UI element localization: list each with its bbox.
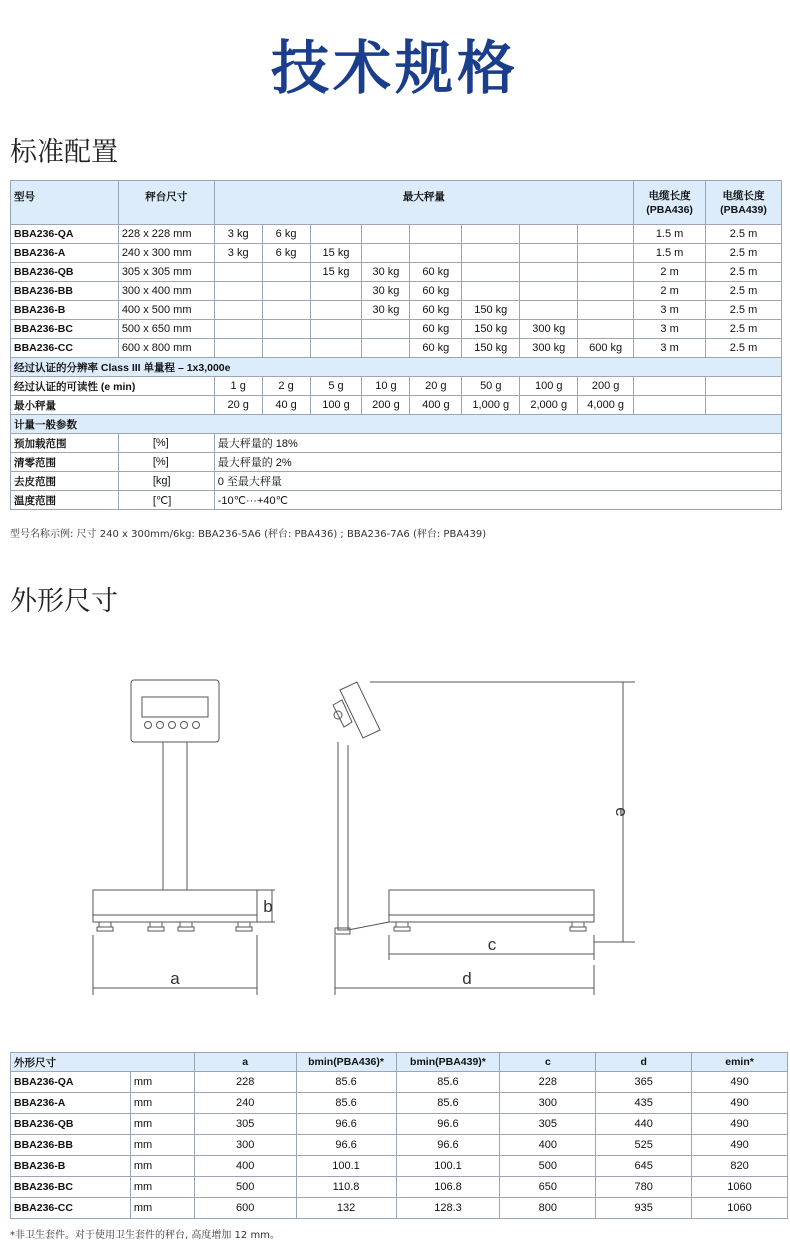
dims-rows	[11, 1072, 788, 1219]
dim-label-e: e	[612, 807, 631, 817]
cable-pba439-cell: 2.5 m	[706, 263, 782, 282]
capacity-cell	[578, 225, 634, 244]
dim-label-c: c	[487, 935, 497, 954]
readability-row-label: 经过认证的可读性 (e min)	[11, 377, 215, 396]
general-param-label: 清零范围	[11, 453, 119, 472]
dims-value-cell: 435	[596, 1093, 692, 1114]
dims-value-cell: 800	[500, 1198, 596, 1219]
capacity-cell	[214, 263, 262, 282]
section-title-dimensions: 外形尺寸	[10, 586, 118, 617]
dims-value-cell: 300	[194, 1135, 296, 1156]
general-param-unit: [%]	[118, 434, 214, 453]
min-load-row-value: 1,000 g	[462, 396, 520, 415]
dims-header-model: 外形尺寸	[11, 1053, 195, 1072]
dims-value-cell: 132	[296, 1198, 396, 1219]
capacity-cell: 150 kg	[462, 339, 520, 358]
model-cell: BBA236-B	[11, 301, 119, 320]
capacity-cell	[262, 339, 310, 358]
general-param-label: 温度范围	[11, 491, 119, 510]
dims-value-cell: 100.1	[396, 1156, 500, 1177]
dims-unit-cell: mm	[130, 1198, 194, 1219]
dims-header-c: c	[500, 1053, 596, 1072]
dims-value-cell: 300	[500, 1093, 596, 1114]
cable-pba436-cell: 3 m	[634, 339, 706, 358]
capacity-cell: 30 kg	[362, 282, 410, 301]
dims-value-cell: 780	[596, 1177, 692, 1198]
header-cable-pba436: 电缆长度 (PBA436)	[634, 181, 706, 225]
cable-pba439-cell: 2.5 m	[706, 339, 782, 358]
dims-value-cell: 85.6	[396, 1093, 500, 1114]
dims-value-cell: 96.6	[396, 1114, 500, 1135]
general-param-value: 最大秤量的 2%	[214, 453, 781, 472]
dims-value-cell: 500	[500, 1156, 596, 1177]
capacity-cell: 30 kg	[362, 263, 410, 282]
capacity-cell: 300 kg	[520, 339, 578, 358]
capacity-cell: 60 kg	[410, 282, 462, 301]
header-model: 型号	[11, 181, 119, 225]
capacity-cell	[362, 339, 410, 358]
dims-value-cell: 440	[596, 1114, 692, 1135]
platform-cell: 500 x 650 mm	[118, 320, 214, 339]
capacity-cell: 6 kg	[262, 225, 310, 244]
capacity-cell	[578, 244, 634, 263]
page-title: 技术规格	[270, 34, 519, 102]
spec-row	[11, 301, 782, 320]
cable-pba436-cell: 3 m	[634, 320, 706, 339]
capacity-cell	[214, 320, 262, 339]
spec-row	[11, 282, 782, 301]
capacity-cell	[262, 263, 310, 282]
model-cell: BBA236-CC	[11, 339, 119, 358]
dims-header-bmin-pba439: bmin(PBA439)*	[396, 1053, 500, 1072]
dims-value-cell: 85.6	[296, 1093, 396, 1114]
capacity-cell: 15 kg	[310, 263, 362, 282]
dims-model-cell: BBA236-BC	[11, 1177, 131, 1198]
dims-value-cell: 650	[500, 1177, 596, 1198]
dims-model-cell: BBA236-BB	[11, 1135, 131, 1156]
min-load-row	[11, 396, 782, 415]
general-param-unit: [%]	[118, 453, 214, 472]
dims-value-cell: 228	[500, 1072, 596, 1093]
header-cable-pba439: 电缆长度 (PBA439)	[706, 181, 782, 225]
capacity-cell	[462, 263, 520, 282]
dims-value-cell: 305	[194, 1114, 296, 1135]
capacity-cell	[520, 282, 578, 301]
general-param-label: 去皮范围	[11, 472, 119, 491]
dims-value-cell: 1060	[692, 1177, 788, 1198]
front-terminal-housing	[131, 680, 219, 742]
capacity-cell	[310, 225, 362, 244]
dims-value-cell: 85.6	[296, 1072, 396, 1093]
cable-pba439-cell: 2.5 m	[706, 282, 782, 301]
dims-header-bmin-pba436: bmin(PBA436)*	[296, 1053, 396, 1072]
side-platform	[389, 890, 594, 922]
capacity-cell	[214, 282, 262, 301]
model-cell: BBA236-BB	[11, 282, 119, 301]
cable-pba436-cell: 2 m	[634, 263, 706, 282]
capacity-cell	[410, 244, 462, 263]
spec-rows	[11, 225, 782, 510]
capacity-cell	[520, 244, 578, 263]
capacity-cell	[520, 225, 578, 244]
dims-value-cell: 305	[500, 1114, 596, 1135]
cable-pba436-cell: 2 m	[634, 282, 706, 301]
cable-pba436-cell: 1.5 m	[634, 244, 706, 263]
min-load-row-value: 40 g	[262, 396, 310, 415]
dims-header-emin: emin*	[692, 1053, 788, 1072]
dims-value-cell: 935	[596, 1198, 692, 1219]
spec-row	[11, 244, 782, 263]
general-param-unit: [℃]	[118, 491, 214, 510]
min-load-row-value: 4,000 g	[578, 396, 634, 415]
dims-unit-cell: mm	[130, 1177, 194, 1198]
capacity-cell	[462, 244, 520, 263]
dims-row	[11, 1114, 788, 1135]
dims-header-d: d	[596, 1053, 692, 1072]
capacity-cell	[578, 282, 634, 301]
readability-row-value: 20 g	[410, 377, 462, 396]
capacity-cell	[410, 225, 462, 244]
model-cell: BBA236-QA	[11, 225, 119, 244]
platform-cell: 240 x 300 mm	[118, 244, 214, 263]
general-param-label: 预加载范围	[11, 434, 119, 453]
hygiene-kit-note: *非卫生套件。对于使用卫生套件的秤台, 高度增加 12 mm。	[10, 1230, 280, 1241]
dims-model-cell: BBA236-QB	[11, 1114, 131, 1135]
capacity-cell: 60 kg	[410, 339, 462, 358]
front-column	[163, 742, 187, 890]
dims-value-cell: 228	[194, 1072, 296, 1093]
dims-row	[11, 1135, 788, 1156]
capacity-cell: 6 kg	[262, 244, 310, 263]
spec-row	[11, 339, 782, 358]
dims-value-cell: 400	[194, 1156, 296, 1177]
spec-row	[11, 263, 782, 282]
min-load-row-value: 2,000 g	[520, 396, 578, 415]
dimension-drawing	[0, 660, 790, 1005]
capacity-cell	[262, 282, 310, 301]
platform-cell: 305 x 305 mm	[118, 263, 214, 282]
readability-row-value: 50 g	[462, 377, 520, 396]
capacity-cell	[362, 320, 410, 339]
dims-value-cell: 490	[692, 1135, 788, 1156]
readability-row-value: 10 g	[362, 377, 410, 396]
general-param-row	[11, 453, 782, 472]
front-platform	[93, 890, 257, 922]
dim-label-b: b	[263, 897, 273, 916]
front-terminal-display	[142, 697, 208, 717]
capacity-cell	[462, 282, 520, 301]
dims-value-cell: 525	[596, 1135, 692, 1156]
header-platform: 秤台尺寸	[118, 181, 214, 225]
dims-header-a: a	[194, 1053, 296, 1072]
dims-unit-cell: mm	[130, 1072, 194, 1093]
general-params-band: 计量一般参数	[11, 415, 782, 434]
dims-row	[11, 1198, 788, 1219]
capacity-cell: 150 kg	[462, 320, 520, 339]
dims-value-cell: 820	[692, 1156, 788, 1177]
capacity-cell	[310, 282, 362, 301]
capacity-cell	[362, 244, 410, 263]
general-param-value: -10℃···+40℃	[214, 491, 781, 510]
capacity-cell	[310, 320, 362, 339]
section-title-standard: 标准配置	[10, 137, 118, 168]
min-load-row-value: 100 g	[310, 396, 362, 415]
header-capacity: 最大秤量	[214, 181, 633, 225]
capacity-cell	[310, 301, 362, 320]
dims-model-cell: BBA236-QA	[11, 1072, 131, 1093]
general-param-value: 最大秤量的 18%	[214, 434, 781, 453]
dims-value-cell: 490	[692, 1093, 788, 1114]
capacity-cell	[362, 225, 410, 244]
capacity-cell: 3 kg	[214, 244, 262, 263]
dims-value-cell: 400	[500, 1135, 596, 1156]
cable-pba439-cell: 2.5 m	[706, 320, 782, 339]
dims-model-cell: BBA236-B	[11, 1156, 131, 1177]
platform-cell: 600 x 800 mm	[118, 339, 214, 358]
capacity-cell: 150 kg	[462, 301, 520, 320]
dims-unit-cell: mm	[130, 1093, 194, 1114]
spec-table	[10, 180, 782, 510]
model-example-note: 型号名称示例: 尺寸 240 x 300mm/6kg: BBA236-5A6 (秤台: PBA436) ; BBA236-7A6 (秤台: PBA439)	[10, 529, 487, 540]
readability-row-value: 5 g	[310, 377, 362, 396]
capacity-cell	[262, 320, 310, 339]
dims-value-cell: 365	[596, 1072, 692, 1093]
readability-row	[11, 377, 782, 396]
dims-value-cell: 96.6	[296, 1114, 396, 1135]
dims-value-cell: 1060	[692, 1198, 788, 1219]
dims-value-cell: 96.6	[396, 1135, 500, 1156]
dim-label-d: d	[462, 969, 472, 988]
capacity-cell	[462, 225, 520, 244]
dims-value-cell: 600	[194, 1198, 296, 1219]
general-param-row	[11, 472, 782, 491]
min-load-row-label: 最小秤量	[11, 396, 215, 415]
dim-label-a: a	[170, 969, 180, 988]
capacity-cell	[262, 301, 310, 320]
resolution-band: 经过认证的分辨率 Class III 单量程 – 1x3,000e	[11, 358, 782, 377]
dims-row	[11, 1177, 788, 1198]
dims-unit-cell: mm	[130, 1135, 194, 1156]
dims-row	[11, 1156, 788, 1177]
dims-value-cell: 110.8	[296, 1177, 396, 1198]
dims-value-cell: 645	[596, 1156, 692, 1177]
capacity-cell: 60 kg	[410, 263, 462, 282]
cable-pba439-cell: 2.5 m	[706, 301, 782, 320]
capacity-cell: 300 kg	[520, 320, 578, 339]
cable-pba436-cell: 3 m	[634, 301, 706, 320]
general-param-row	[11, 434, 782, 453]
capacity-cell	[578, 301, 634, 320]
capacity-cell: 60 kg	[410, 320, 462, 339]
capacity-cell: 60 kg	[410, 301, 462, 320]
dims-value-cell: 128.3	[396, 1198, 500, 1219]
capacity-cell: 30 kg	[362, 301, 410, 320]
general-param-value: 0 至最大秤量	[214, 472, 781, 491]
dims-row	[11, 1093, 788, 1114]
platform-cell: 400 x 500 mm	[118, 301, 214, 320]
dims-value-cell: 490	[692, 1072, 788, 1093]
dims-value-cell: 490	[692, 1114, 788, 1135]
dims-value-cell: 85.6	[396, 1072, 500, 1093]
capacity-cell: 15 kg	[310, 244, 362, 263]
dims-model-cell: BBA236-CC	[11, 1198, 131, 1219]
dims-value-cell: 96.6	[296, 1135, 396, 1156]
min-load-row-value: 20 g	[214, 396, 262, 415]
cable-pba436-cell: 1.5 m	[634, 225, 706, 244]
dims-value-cell: 240	[194, 1093, 296, 1114]
dimension-table	[10, 1052, 788, 1219]
spec-row	[11, 320, 782, 339]
side-column	[338, 742, 348, 930]
capacity-cell	[310, 339, 362, 358]
capacity-cell	[214, 301, 262, 320]
min-load-row-value: 400 g	[410, 396, 462, 415]
platform-cell: 228 x 228 mm	[118, 225, 214, 244]
general-param-row	[11, 491, 782, 510]
platform-cell: 300 x 400 mm	[118, 282, 214, 301]
model-cell: BBA236-BC	[11, 320, 119, 339]
capacity-cell: 3 kg	[214, 225, 262, 244]
cable-pba439-cell: 2.5 m	[706, 225, 782, 244]
capacity-cell	[520, 301, 578, 320]
general-param-unit: [kg]	[118, 472, 214, 491]
capacity-cell	[578, 320, 634, 339]
readability-row-value: 1 g	[214, 377, 262, 396]
min-load-row-value: 200 g	[362, 396, 410, 415]
dims-unit-cell: mm	[130, 1156, 194, 1177]
dims-value-cell: 106.8	[396, 1177, 500, 1198]
cable-pba439-cell: 2.5 m	[706, 244, 782, 263]
dims-row	[11, 1072, 788, 1093]
model-cell: BBA236-QB	[11, 263, 119, 282]
readability-row-value: 2 g	[262, 377, 310, 396]
capacity-cell	[578, 263, 634, 282]
spec-row	[11, 225, 782, 244]
capacity-cell: 600 kg	[578, 339, 634, 358]
model-cell: BBA236-A	[11, 244, 119, 263]
dims-model-cell: BBA236-A	[11, 1093, 131, 1114]
readability-row-value: 100 g	[520, 377, 578, 396]
dims-unit-cell: mm	[130, 1114, 194, 1135]
readability-row-value: 200 g	[578, 377, 634, 396]
dims-value-cell: 100.1	[296, 1156, 396, 1177]
dims-value-cell: 500	[194, 1177, 296, 1198]
capacity-cell	[520, 263, 578, 282]
capacity-cell	[214, 339, 262, 358]
